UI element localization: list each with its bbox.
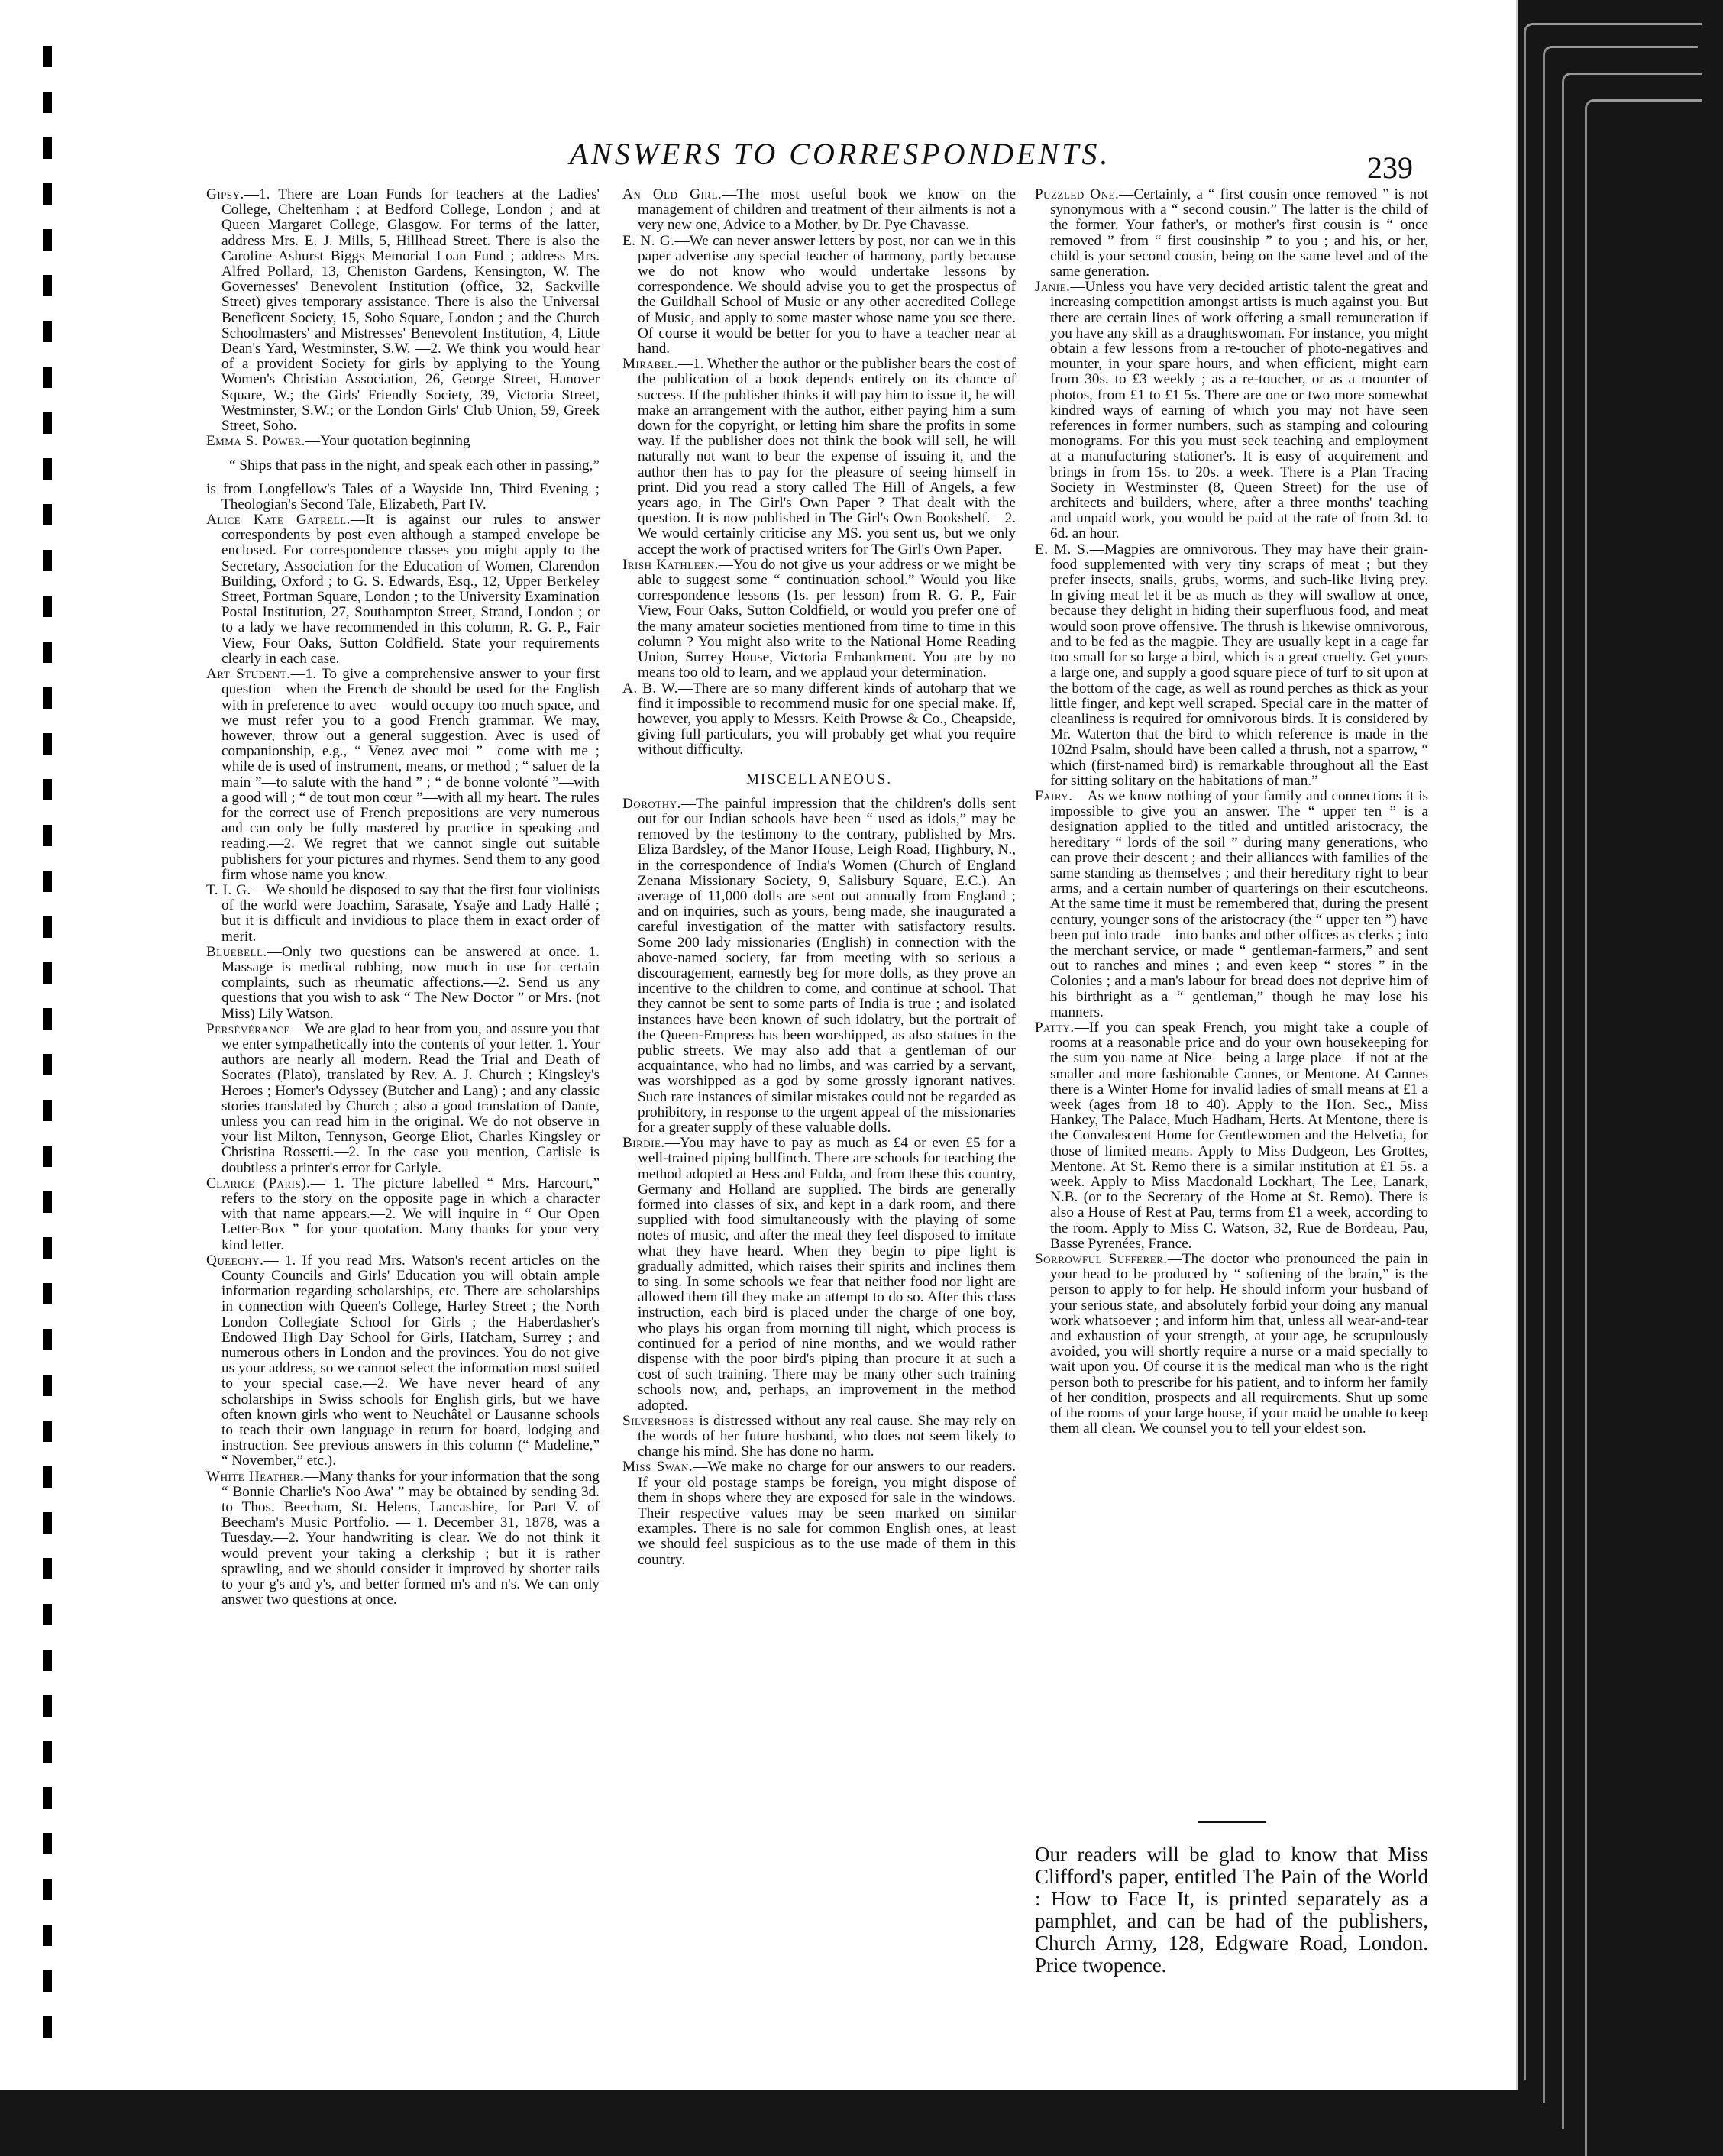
answer-text: —There are so many different kinds of autoharp that we find it impossible to recommend music for one special make. If, however, you apply to Messrs. Keith Prowse & Co., Cheapside, giving full particulars, you will probably get what you require without difficulty. xyxy=(638,680,1017,758)
correspondent-answer xyxy=(622,681,1016,758)
correspondent-answer xyxy=(206,945,600,1022)
correspondent-name: Janie. xyxy=(1035,279,1071,296)
answer-text: —The doctor who pronounced the pain in your head to be produced by “ softening of the brain,” is the person to apply to for help. He should inform your husband of your serious state, and absolutely forbid your doing any manual work whatsoever ; and inform him that, unless all wear-and-tear and exhaustion of your strength, at your age, be scrupulously avoided, you will shortly require a nurse or a maid specially to wait upon you. Of course it is the medical man who is the right person both to prescribe for his patient, and to inform her family of her condition, prospects and all requirements. Shut up some of the rooms of your large house, if your maid be unable to keep them all clean. We counsel you to tell your eldest son. xyxy=(1050,1251,1428,1437)
column-left xyxy=(206,187,600,1608)
answer-text: —You may have to pay as much as £4 or even £5 for a well-trained piping bullfinch. There are schools for teaching the method adopted at Hess and Fulda, and from these this country, Germany and Holland are supplied. The birds are generally formed into classes of six, and kept in a dark room, and there supplied with food simultaneously with the playing of some notes of music, and after the meal they feel disposed to imitate what they have heard. When they begin to pipe light is gradually admitted, which raises their spirits and inclines them to sing. In some schools we fear that neither food nor light are allowed them till they make an attempt to do so. After this class instruction, each bird is placed under the charge of one boy, who plays his organ from morning till night, which process is continued for a period of nine months, and we would rather dispense with the poor bird's piping than procure it at such a cost of such training. There may be many other such training schools now, and, perhaps, an improvement in the method adopted. xyxy=(638,1135,1016,1414)
correspondent-answer xyxy=(1035,280,1428,541)
quotation: “ Ships that pass in the night, and speak each other in passing,” xyxy=(229,457,600,474)
correspondent-name: Mirabel. xyxy=(622,356,678,373)
correspondent-name: Sorrowful Sufferer. xyxy=(1035,1251,1168,1268)
correspondent-name: Gipsy. xyxy=(206,186,244,202)
answer-text: —The most useful book we know on the management of children and treatment of their ailments is not a very new one, Advice to a Mother, by Dr. Pye Chavasse. xyxy=(638,186,1016,234)
correspondent-answer xyxy=(622,558,1016,681)
pamphlet-notice: Our readers will be glad to know that Miss Clifford's paper, entitled The Pain of the World : How to Face It, is printed separately as a pamphlet, and can be had of the publishers, Church Army, 128, Edgware Road, London. Price twopence. xyxy=(1035,1843,1428,1977)
correspondent-name: Miss Swan. xyxy=(622,1459,693,1476)
binding-stitches xyxy=(43,46,52,2062)
answer-text: —If you can speak French, you might take a couple of rooms at a reasonable price and do your own housekeeping for the sum you name at Nice—being a large place—if not at the smaller and more fashionable Cannes, or Mentone. At Cannes there is a Winter Home for invalid ladies of small means at £1 a week (ages from 18 to 40). Apply to the Hon. Sec., Miss Hankey, The Palace, Much Hadham, Herts. At Mentone, there is the Convalescent Home for Gentlewomen and the Helvetia, for those of limited means. Apply to Miss Dudgeon, Les Grottes, Mentone. At St. Remo there is a similar institution at £1 5s. a week. Apply to Miss Macdonald Lockhart, The Lee, Lanark, N.B. (or to the Secretary of the Home at St. Remo). There is also a House of Rest at Pau, terms from £1 a week, according to the room. Apply to Miss C. Watson, 32, Rue de Bordeau, Pau, Basse Pyrenées, France. xyxy=(1050,1019,1428,1252)
correspondent-answer xyxy=(1035,1252,1428,1437)
correspondent-answer xyxy=(622,187,1016,234)
correspondent-name: Emma S. Power. xyxy=(206,433,306,450)
answer-text: —1. Whether the author or the publisher bears the cost of the publication of a book depends entirely on its chance of success. If the publisher thinks it will pay him to issue it, he will make an arrangement with the author, either paying him a sum down for the copyright, or letting him share the profits in some way. If the publisher does not think the book will sell, he will naturally not want to bear the expense of issuing it, and the author then has to pay for the pleasure of seeing himself in print. Did you read a story called The Hill of Angels, a few years ago, in The Girl's Own Paper ? That dealt with the question. It is now published in The Girl's Own Bookshelf.—2. We would certainly criticise any MS. you sent us, but we only accept the work of practised writers for The Girl's Own Paper. xyxy=(638,356,1016,558)
column-middle xyxy=(622,187,1016,1568)
correspondent-answer xyxy=(206,883,600,945)
page-number: 239 xyxy=(1367,150,1413,185)
correspondent-name: Irish Kathleen. xyxy=(622,556,719,573)
answer-text: —Your quotation beginning xyxy=(305,433,470,450)
column-right xyxy=(1035,187,1428,1437)
correspondent-answer xyxy=(1035,187,1428,280)
correspondent-answer xyxy=(622,1136,1016,1414)
answer-text: —As we know nothing of your family and connections it is impossible to give you an answer. The “ upper ten ” is a designation applied to the titled and untitled aristocracy, the hereditary “ lords of the soil ” during many generations, who can prove their descent ; and their alliances with families of the same standing as themselves ; and their hereditary right to bear arms, and a certain number of quarterings on their escutcheons. At the same time it must be remembered that, during the present century, younger sons of the aristocracy (the “ upper ten ”) have been put into trade—into banks and other offices as clerks ; into the merchant service, or made “ gentleman-farmers,” and sent out to ranches and mines ; and even keep “ stores ” in the Colonies ; and a man's labour for bread does not deprive him of his birthright as a “ gentleman,” though he may lose his manners. xyxy=(1050,787,1428,1020)
correspondent-name: Art Student. xyxy=(206,666,291,683)
section-rule xyxy=(1198,1821,1266,1823)
answer-text: —We are glad to hear from you, and assure you that we enter sympathetically into the contents of your letter. 1. Your authors are nearly all modern. Read the Trial and Death of Socrates (Plato), translated by Rev. A. J. Church ; Kingsley's Heroes ; Homer's Odyssey (Butcher and Lang) ; and any classic stories translated by Church ; also a good translation of Dante, unless you can read him in the original. We do not observe in your list Milton, Tennyson, George Eliot, Charles Kingsley or Christina Rossetti.—2. In the case you mention, Carlisle is doubtless a printer's error for Carlyle. xyxy=(221,1020,600,1176)
correspondent-name: Dorothy. xyxy=(622,795,681,812)
correspondent-answer xyxy=(1035,789,1428,1020)
correspondent-answer xyxy=(1035,542,1428,789)
correspondent-name: Birdie. xyxy=(622,1135,665,1152)
answer-text: is distressed without any real cause. She may rely on the words of her future husband, who does not seem likely to change his mind. She has done no harm. xyxy=(638,1412,1016,1460)
correspondent-answer xyxy=(206,1022,600,1176)
page-header-title: ANSWERS TO CORRESPONDENTS. xyxy=(569,137,1111,171)
answer-text: —We should be disposed to say that the first four violinists of the world were Joachim, Sarasate, Ysaÿe and Lady Hallé ; but it is difficult and invidious to place them in exact order of merit. xyxy=(221,881,600,945)
correspondent-answer xyxy=(206,1176,600,1253)
answer-text: — 1. The picture labelled “ Mrs. Harcourt,” refers to the story on the opposite page in which a character with that name appears.—2. We will inquire in “ Our Open Letter-Box ” for your quotation. Many thanks for your very kind letter. xyxy=(221,1175,600,1253)
correspondent-answer xyxy=(206,1469,600,1608)
correspondent-name: Alice Kate Gatrell. xyxy=(206,512,351,528)
correspondent-answer xyxy=(206,667,600,883)
answer-text: —You do not give us your address or we might be able to suggest some “ continuation school.” Would you like correspondence lessons (1s. per lesson) from R. G. P., Fair View, Four Oaks, Sutton Coldfield, or would you prefer one of the many amateur societies mentioned from time to time in this column ? You might also write to the National Home Reading Union, Surrey House, Victoria Embankment. You are by no means too old to learn, and we applaud your determination. xyxy=(638,556,1016,681)
answer-text: —We make no charge for our answers to our readers. If your old postage stamps be foreign, you might dispose of them in shops where they are exposed for sale in the windows. Their respective values may be seen marked on similar examples. There is no sale for common English ones, at least we should feel suspicious as to the use made of them in this country. xyxy=(638,1459,1016,1568)
correspondent-name: Clarice (Paris). xyxy=(206,1175,311,1191)
answer-text: —Many thanks for your information that the song “ Bonnie Charlie's Noo Awa' ” may be obtained by sending 3d. to Thos. Beecham, St. Helens, Lancashire, for Part V. of Beecham's Music Portfolio. — 1. December 31, 1878, was a Tuesday.—2. Your handwriting is clear. We do not think it would prevent your taking a clerkship ; but it is rather sprawling, and we should consider it improved by shorter tails to your g's and y's, and better formed m's and n's. We can only answer two questions at once. xyxy=(221,1468,600,1608)
page-edge-layer xyxy=(1585,99,1702,2156)
correspondent-answer xyxy=(622,357,1016,558)
correspondent-name: E. N. G. xyxy=(622,232,675,249)
answer-text: is from Longfellow's Tales of a Wayside Inn, Third Evening ; Theologian's Second Tale, Elizabeth, Part IV. xyxy=(206,480,600,512)
answer-text: —It is against our rules to answer correspondents by post even although a stamped envelope be enclosed. For correspondence classes you might apply to the Secretary, Association for the Education of Women, Clarendon Building, Oxford ; to G. S. Edwards, Esq., 12, Upper Berkeley Street, Portman Square, London ; to the University Examination Postal Institution, 27, Southampton Street, Strand, London ; or to a lady we have recommended in this column, R. G. P., Fair View, Four Oaks, Sutton Coldfield. State your requirements clearly in each case. xyxy=(221,512,600,667)
answer-text: — 1. If you read Mrs. Watson's recent articles on the County Councils and Girls' Education you will obtain ample information regarding scholarships, etc. There are scholarships in connection with Queen's College, Harley Street ; the North London Collegiate School for Girls ; the Haberdasher's Endowed High Day School for Girls, Hatcham, Surrey ; and numerous others in London and the provinces. You do not give us your address, so we cannot select the information most suited to your special case.—2. We have never heard of any scholarships in Swiss schools for English girls, but we have often known girls who went to Neuchâtel or Lausanne schools to teach their own language in return for board, lodging and instruction. See previous answers in this column (“ Madeline,” “ November,” etc.). xyxy=(221,1252,600,1469)
correspondent-name: An Old Girl. xyxy=(622,186,722,202)
answer-text: —Certainly, a “ first cousin once removed ” is not synonymous with a “ second cousin.” The latter is the child of the former. Your father's, or mother's first cousin is “ once removed ” from “ first cousinship ” to you ; and his, or her, child is your second cousin, being on the same level and of the same generation. xyxy=(1050,186,1428,280)
correspondent-name: T. I. G. xyxy=(206,881,251,898)
answer-text: —Only two questions can be answered at once. 1. Massage is medical rubbing, now much in use for certain complaints, such as rheumatic affections.—2. Send us any questions that you wish to ask “ The New Doctor ” or Mrs. (not Miss) Lily Watson. xyxy=(221,943,600,1022)
notice-block xyxy=(1035,1810,1428,1997)
correspondent-answer xyxy=(622,1459,1016,1567)
correspondent-answer xyxy=(206,187,600,434)
answer-text: —We can never answer letters by post, nor can we in this paper advertise any special teacher of harmony, partly because we do not know who would undertake lessons by correspondence. We should advise you to get the prospectus of the Guildhall School of Music or any other accredited College of Music, and apply to some master whose name you see there. Of course it would be better for you to have a teacher near at hand. xyxy=(638,232,1016,357)
answer-text: —The painful impression that the children's dolls sent out for our Indian schools have been “ used as idols,” may be removed by the testimony to the contrary, published by Mrs. Eliza Bardsley, of the Manor House, Leigh Road, Highbury, N., in the correspondence of India's Women (Church of England Zenana Missionary Society, 9, Salisbury Square, E.C.). An average of 11,000 dolls are sent out annually from England ; and on inquiries, such as yours, being made, she inaugurated a careful investigation of the matter with satisfactory results. Some 200 lady missionaries (English) in connection with the above-named society, far from meeting with so serious a discouragement, earnestly beg for more dolls, as they prove an incentive to the children to come, and continue at school. That they cannot be sent to some parts of India is true ; and isolated instances have been known of such idolatry, but the portrait of the Queen-Empress has been worshipped, as also statues in the public streets. We may also add that a gentleman of our acquaintance, who had no limbs, and was carried by a servant, was worshipped as a god by some grossly ignorant natives. Such rare instances of similar mistakes could not be regarded as prohibitory, in response to the urgent appeal of the missionaries for a greater supply of these valuable dolls. xyxy=(638,795,1016,1136)
correspondent-name: Bluebell. xyxy=(206,943,267,960)
answer-text: —Magpies are omnivorous. They may have their grain-food supplemented with very tiny scraps of meat ; but they prefer insects, snails, grubs, worms, and such-like living prey. In giving meat let it be as much as they will swallow at once, because they delight in hiding their superfluous food, and meat would soon prove offensive. The thrush is likewise omnivorous, and to be fed as the magpie. They are usually kept in a cage far too small for so large a bird, which is a great cruelty. Get yours a large one, and supply a good square piece of turf to sit upon at the bottom of the cage, as well as round perches as thick as your little finger, and kept well scraped. Special care in the matter of cleanliness is required for omnivorous birds. It is considered by Mr. Waterton that the bird to which reference is made in the 102nd Psalm, should have been called a thrush, not a sparrow, “ which (first-named bird) is remarkable throughout all the East for sitting solitary on the habitations of man.” xyxy=(1050,541,1429,789)
section-heading: MISCELLANEOUS. xyxy=(745,771,893,787)
correspondent-name: A. B. W. xyxy=(622,680,678,697)
correspondent-answer xyxy=(1035,1020,1428,1252)
correspondent-name: Silvershoes xyxy=(622,1412,695,1429)
correspondent-answer xyxy=(622,234,1016,357)
correspondent-answer xyxy=(622,797,1016,1136)
correspondent-answer xyxy=(206,1253,600,1469)
correspondent-name: Persévérance xyxy=(206,1020,290,1037)
correspondent-name: Puzzled One. xyxy=(1035,186,1120,202)
correspondent-name: White Heather. xyxy=(206,1468,305,1485)
correspondent-name: Queechy. xyxy=(206,1252,264,1269)
correspondent-name: Fairy. xyxy=(1035,787,1073,804)
answer-text: —Unless you have very decided artistic talent the great and increasing competition amongst artists is much against you. But there are certain lines of work offering a small remuneration if you have any skill as a draughtswoman. For instance, you might obtain a few lessons from a re-toucher of photo-negatives and mounter, in your spare hours, and when efficient, might earn from 30s. to £3 weekly ; as a re-toucher, or as a mounter of photos, from £1 to £1 5s. There are one or two more somewhat kindred ways of earning of which you may not have seen references in former numbers, such as stamping and colouring monograms. For this you must seek teaching and employment at a manufacturing stationer's. It is easy of acquirement and brings in from 15s. to 20s. a week. There is a Plan Tracing Society in Westminster (8, Queen Street) for the use of architects and builders, where, after a three months' teaching and unpaid work, you would be paid at the rate of from 3d. to 6d. an hour. xyxy=(1050,279,1428,542)
correspondent-answer xyxy=(206,512,600,667)
correspondent-answer xyxy=(622,1414,1016,1460)
answer-text: —1. There are Loan Funds for teachers at the Ladies' College, Cheltenham ; at Bedford College, London ; and at Queen Margaret College, Glasgow. For terms of the latter, address Mrs. E. J. Mills, 5, Hillhead Street. There is also the Caroline Ashurst Biggs Memorial Loan Fund ; address Mrs. Alfred Pollard, 13, Cheniston Gardens, Kensington, W. The Governesses' Benevolent Institution (office, 32, Sackville Street) gives temporary assistance. There is also the Universal Beneficent Society, 15, Soho Square, London ; and the Church Schoolmasters' and Mistresses' Benevolent Institution, 4, Little Dean's Yard, Westminster, S.W. —2. We think you would hear of a provident Society for girls by applying to the Young Women's Christian Association, 26, George Street, Hanover Square, W.; the Girls' Friendly Society, 39, Victoria Street, Westminster, S.W.; or the London Girls' Club Union, 59, Greek Street, Soho. xyxy=(221,186,600,435)
answer-text: —1. To give a comprehensive answer to your first question—when the French de should be used for the English with in preference to avec—would occupy too much space, and we must refer you to a good French grammar. We may, however, throw out a general suggestion. Avec is used of companionship, e.g., “ Venez avec moi ”—come with me ; while de is used of instrument, means, or method ; “ saluer de la main ”—to salute with the hand ” ; “ de bonne volonté ”—with a good will ; “ de tout mon cœur ”—with all my heart. The rules for the correct use of French prepositions are very numerous and can only be fully mastered by practice in speaking and reading.—2. We regret that we cannot single out suitable publishers for your pictures and rhymes. Send them to any good firm whose name you know. xyxy=(221,666,600,883)
correspondent-name: E. M. S. xyxy=(1035,541,1090,558)
correspondent-answer xyxy=(206,434,600,449)
correspondent-answer xyxy=(206,482,600,512)
correspondent-name: Patty. xyxy=(1035,1019,1075,1036)
